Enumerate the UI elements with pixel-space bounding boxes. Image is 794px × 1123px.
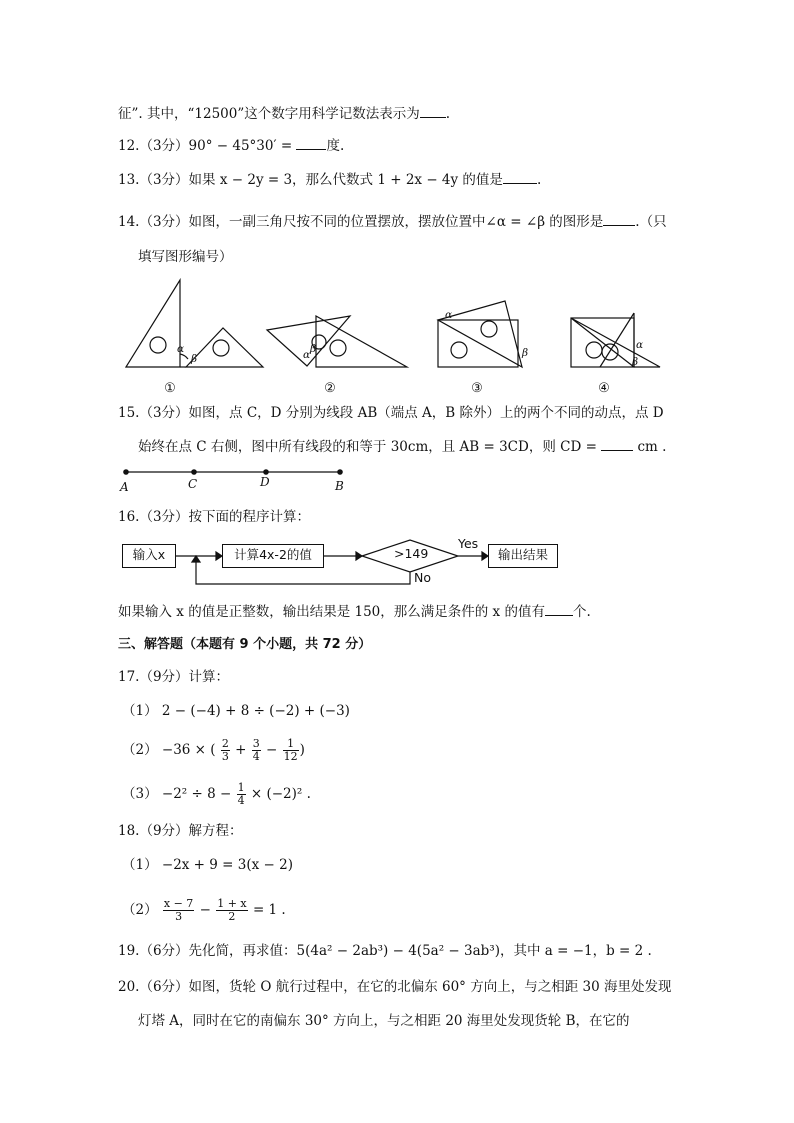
fig2-number: ② bbox=[324, 381, 336, 396]
fig1-hole-2 bbox=[213, 340, 229, 356]
figure-15-segment bbox=[116, 462, 356, 496]
section-3-heading: 三、解答题（本题有 9 个小题，共 72 分） bbox=[118, 637, 372, 652]
point-A bbox=[123, 469, 129, 475]
label-A: A bbox=[120, 480, 129, 494]
fraction-1-plus-x-over-2: $\frac{1 + x}{2}$ bbox=[217, 897, 247, 923]
fraction-x-minus-7-over-3: $\frac{x - 7}{3}$ bbox=[163, 897, 194, 923]
label-D: D bbox=[260, 475, 270, 489]
fig1-short-triangle bbox=[186, 328, 263, 367]
fig3-beta-label: β bbox=[522, 347, 529, 359]
q11-answer-blank[interactable] bbox=[420, 104, 446, 118]
question-18: 18.（9分）解方程： bbox=[118, 823, 243, 839]
point-C bbox=[191, 469, 197, 475]
fig3-alpha-label: α bbox=[445, 309, 453, 321]
figure-14-set-squares bbox=[120, 270, 670, 400]
fig1-beta-label: β bbox=[191, 353, 198, 365]
q17-part-1: （1） 2 − (−4) + 8 ÷ (−2) + (−3) bbox=[122, 703, 350, 719]
fig1-hole-1 bbox=[150, 337, 166, 353]
fig2-alpha-label: α bbox=[303, 349, 311, 361]
fig4-number: ④ bbox=[598, 381, 610, 396]
flow-condition-label: >149 bbox=[394, 546, 429, 561]
fig4-beta-label: β bbox=[632, 356, 639, 368]
question-14: 14.（3分）如图，一副三角尺按不同的位置摆放，摆放位置中∠α = ∠β 的图形是 .（只 bbox=[118, 214, 667, 230]
fraction-1-12: $\frac{1}{12}$ bbox=[283, 737, 298, 763]
question-19: 19.（6分）先化简，再求值：5(4a² − 2ab³) − 4(5a² − 3ab³)，其中 a = −1，b = 2 . bbox=[118, 943, 652, 959]
fig2-triangle-2 bbox=[316, 316, 407, 367]
figure-16-flowchart bbox=[118, 536, 568, 596]
flow-yes-label: Yes bbox=[458, 536, 479, 551]
q18-part-1: （1） −2x + 9 = 3(x − 2) bbox=[122, 857, 293, 873]
fraction-3-4: $\frac{3}{4}$ bbox=[252, 737, 260, 763]
question-15: 15.（3分）如图，点 C，D 分别为线段 AB（端点 A，B 除外）上的两个不同的动点，点 D bbox=[118, 405, 664, 421]
q17-part-3: （3） −2² ÷ 8 − $\frac{1}{4}$ × (−2)² . bbox=[122, 781, 311, 807]
question-16-after: 如果输入 x 的值是正整数，输出结果是 150，那么满足条件的 x 的值有 个. bbox=[118, 604, 591, 620]
flow-compute-box: 计算4x-2的值 bbox=[222, 544, 324, 568]
fig1-number: ① bbox=[164, 381, 176, 396]
fig3-hole-2 bbox=[481, 321, 497, 337]
q17-part-2: （2） −36 × ( $\frac{2}{3}$ + $\frac{3}{4}$ − $\frac{1}{12}$ ) bbox=[122, 737, 305, 763]
question-20-continuation: 灯塔 A，同时在它的南偏东 30° 方向上，与之相距 20 海里处发现货轮 B，在它的 bbox=[138, 1013, 630, 1029]
fig3-number: ③ bbox=[471, 381, 483, 396]
question-12: 12.（3分）90° − 45°30′ = 度. bbox=[118, 138, 345, 154]
question-16: 16.（3分）按下面的程序计算： bbox=[118, 509, 311, 525]
q13-answer-blank[interactable] bbox=[503, 170, 537, 184]
q11-text: 征”. 其中，“12500”这个数字用科学记数法表示为 bbox=[118, 106, 420, 122]
label-C: C bbox=[188, 477, 198, 491]
q11-continuation: 征”. 其中，“12500”这个数字用科学记数法表示为 . bbox=[118, 106, 451, 122]
question-15-continuation: 始终在点 C 右侧，图中所有线段的和等于 30cm，且 AB = 3CD，则 CD = cm . bbox=[138, 439, 667, 455]
q18-part-2: （2） $\frac{x - 7}{3}$ − $\frac{1 + x}{2}$ = 1 . bbox=[122, 897, 286, 923]
fig1-tall-triangle bbox=[126, 280, 180, 367]
flow-input-box: 输入x bbox=[122, 544, 176, 568]
fraction-2-3: $\frac{2}{3}$ bbox=[221, 737, 229, 763]
flow-no-label: No bbox=[414, 570, 431, 585]
q12-answer-blank[interactable] bbox=[296, 136, 326, 150]
label-B: B bbox=[335, 479, 344, 493]
question-20: 20.（6分）如图，货轮 O 航行过程中，在它的北偏东 60° 方向上，与之相距 30 海里处发现 bbox=[118, 979, 672, 995]
question-17: 17.（9分）计算： bbox=[118, 669, 230, 685]
fig2-beta-label: β bbox=[310, 343, 317, 355]
point-B bbox=[337, 469, 343, 475]
q15-answer-blank[interactable] bbox=[601, 437, 633, 451]
point-D bbox=[263, 469, 269, 475]
flow-output-box: 输出结果 bbox=[488, 544, 558, 568]
fig4-alpha-label: α bbox=[636, 339, 644, 351]
question-14-continuation: 填写图形编号） bbox=[138, 249, 233, 265]
question-13: 13.（3分）如果 x − 2y = 3，那么代数式 1 + 2x − 4y 的值是 . bbox=[118, 172, 542, 188]
fraction-1-4: $\frac{1}{4}$ bbox=[237, 781, 245, 807]
fig1-alpha-label: α bbox=[177, 343, 185, 355]
q16-answer-blank[interactable] bbox=[545, 602, 573, 616]
q14-answer-blank[interactable] bbox=[603, 212, 635, 226]
fig4-hole-1 bbox=[586, 342, 602, 358]
fig2-hole-2 bbox=[330, 340, 346, 356]
fig3-hole-1 bbox=[451, 342, 467, 358]
